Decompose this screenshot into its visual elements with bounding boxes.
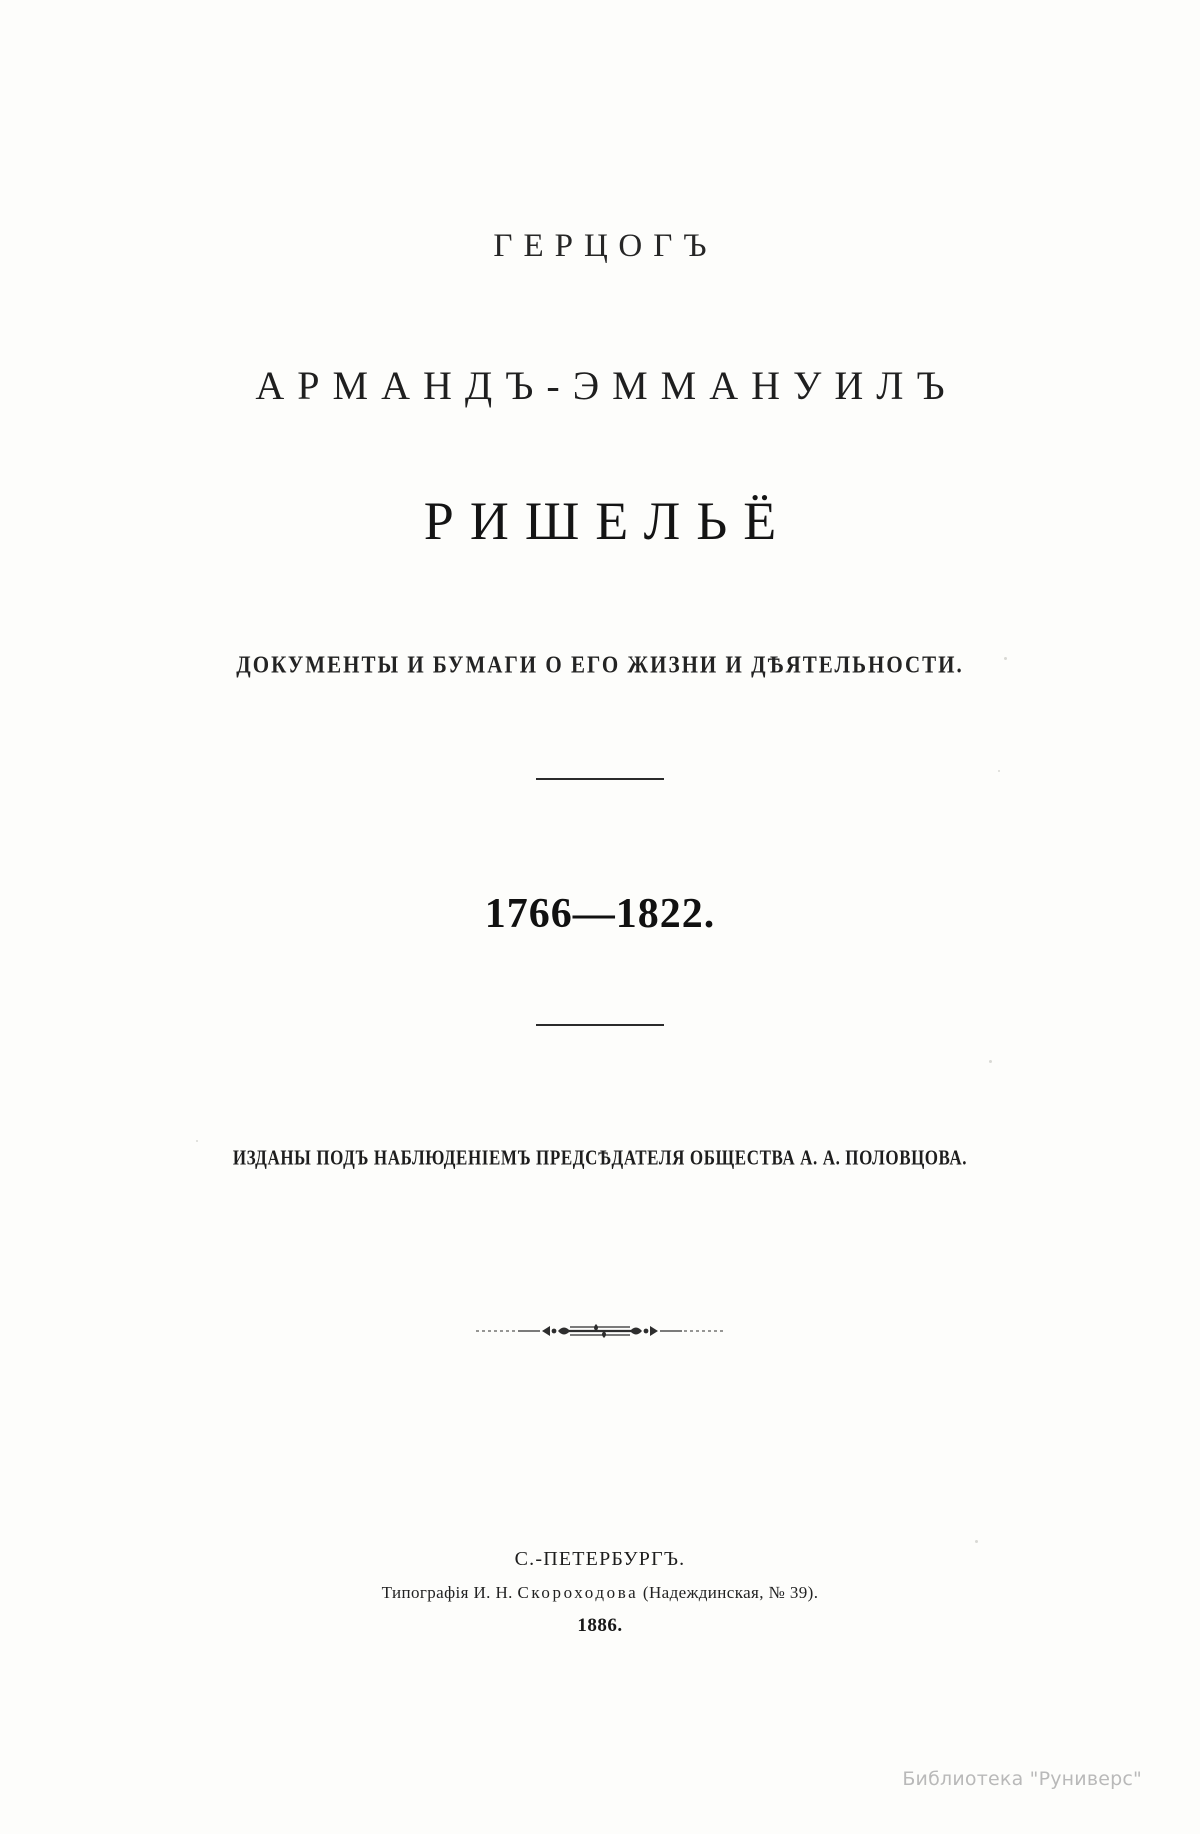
divider-rule-bottom (536, 1024, 664, 1026)
scan-speck (975, 1540, 978, 1543)
year-range: 1766—1822. (484, 891, 716, 937)
ornament-divider-icon (470, 1318, 730, 1344)
imprint-printer (120, 1583, 1080, 1603)
scan-speck (196, 1140, 198, 1142)
imprint-printer-prefix: Типографія И. Н. (381, 1583, 518, 1602)
editor-note: ИЗДАНЫ ПОДЪ НАБЛЮДЕНІЕМЪ ПРЕДСѢДАТЕЛЯ ОБЩЕСТВА А. А. ПОЛОВЦОВА. (232, 1146, 968, 1170)
imprint-block (120, 1548, 1080, 1637)
divider-rule-top (536, 778, 664, 780)
imprint-city: С.-ПЕТЕРБУРГЪ. (514, 1548, 686, 1570)
scan-speck (998, 770, 1000, 772)
scan-speck (989, 1060, 992, 1063)
imprint-year: 1886. (577, 1615, 623, 1636)
library-watermark: Библиотека "Руниверс" (902, 1768, 1142, 1790)
title-line-surname: РИШЕЛЬЁ (423, 491, 793, 551)
title-page-content (120, 0, 1080, 1834)
subtitle: ДОКУМЕНТЫ И БУМАГИ О ЕГО ЖИЗНИ И ДѢЯТЕЛЬНОСТИ. (236, 650, 964, 679)
imprint-printer-address: (Надеждинская, № 39). (638, 1583, 819, 1602)
imprint-printer-name: Скороходова (517, 1583, 639, 1602)
scan-speck (1004, 657, 1007, 660)
title-line-given-name: АРМАНДЪ-ЭММАНУИЛЪ (255, 363, 958, 408)
title-line-duke: ГЕРЦОГЪ (493, 228, 718, 264)
